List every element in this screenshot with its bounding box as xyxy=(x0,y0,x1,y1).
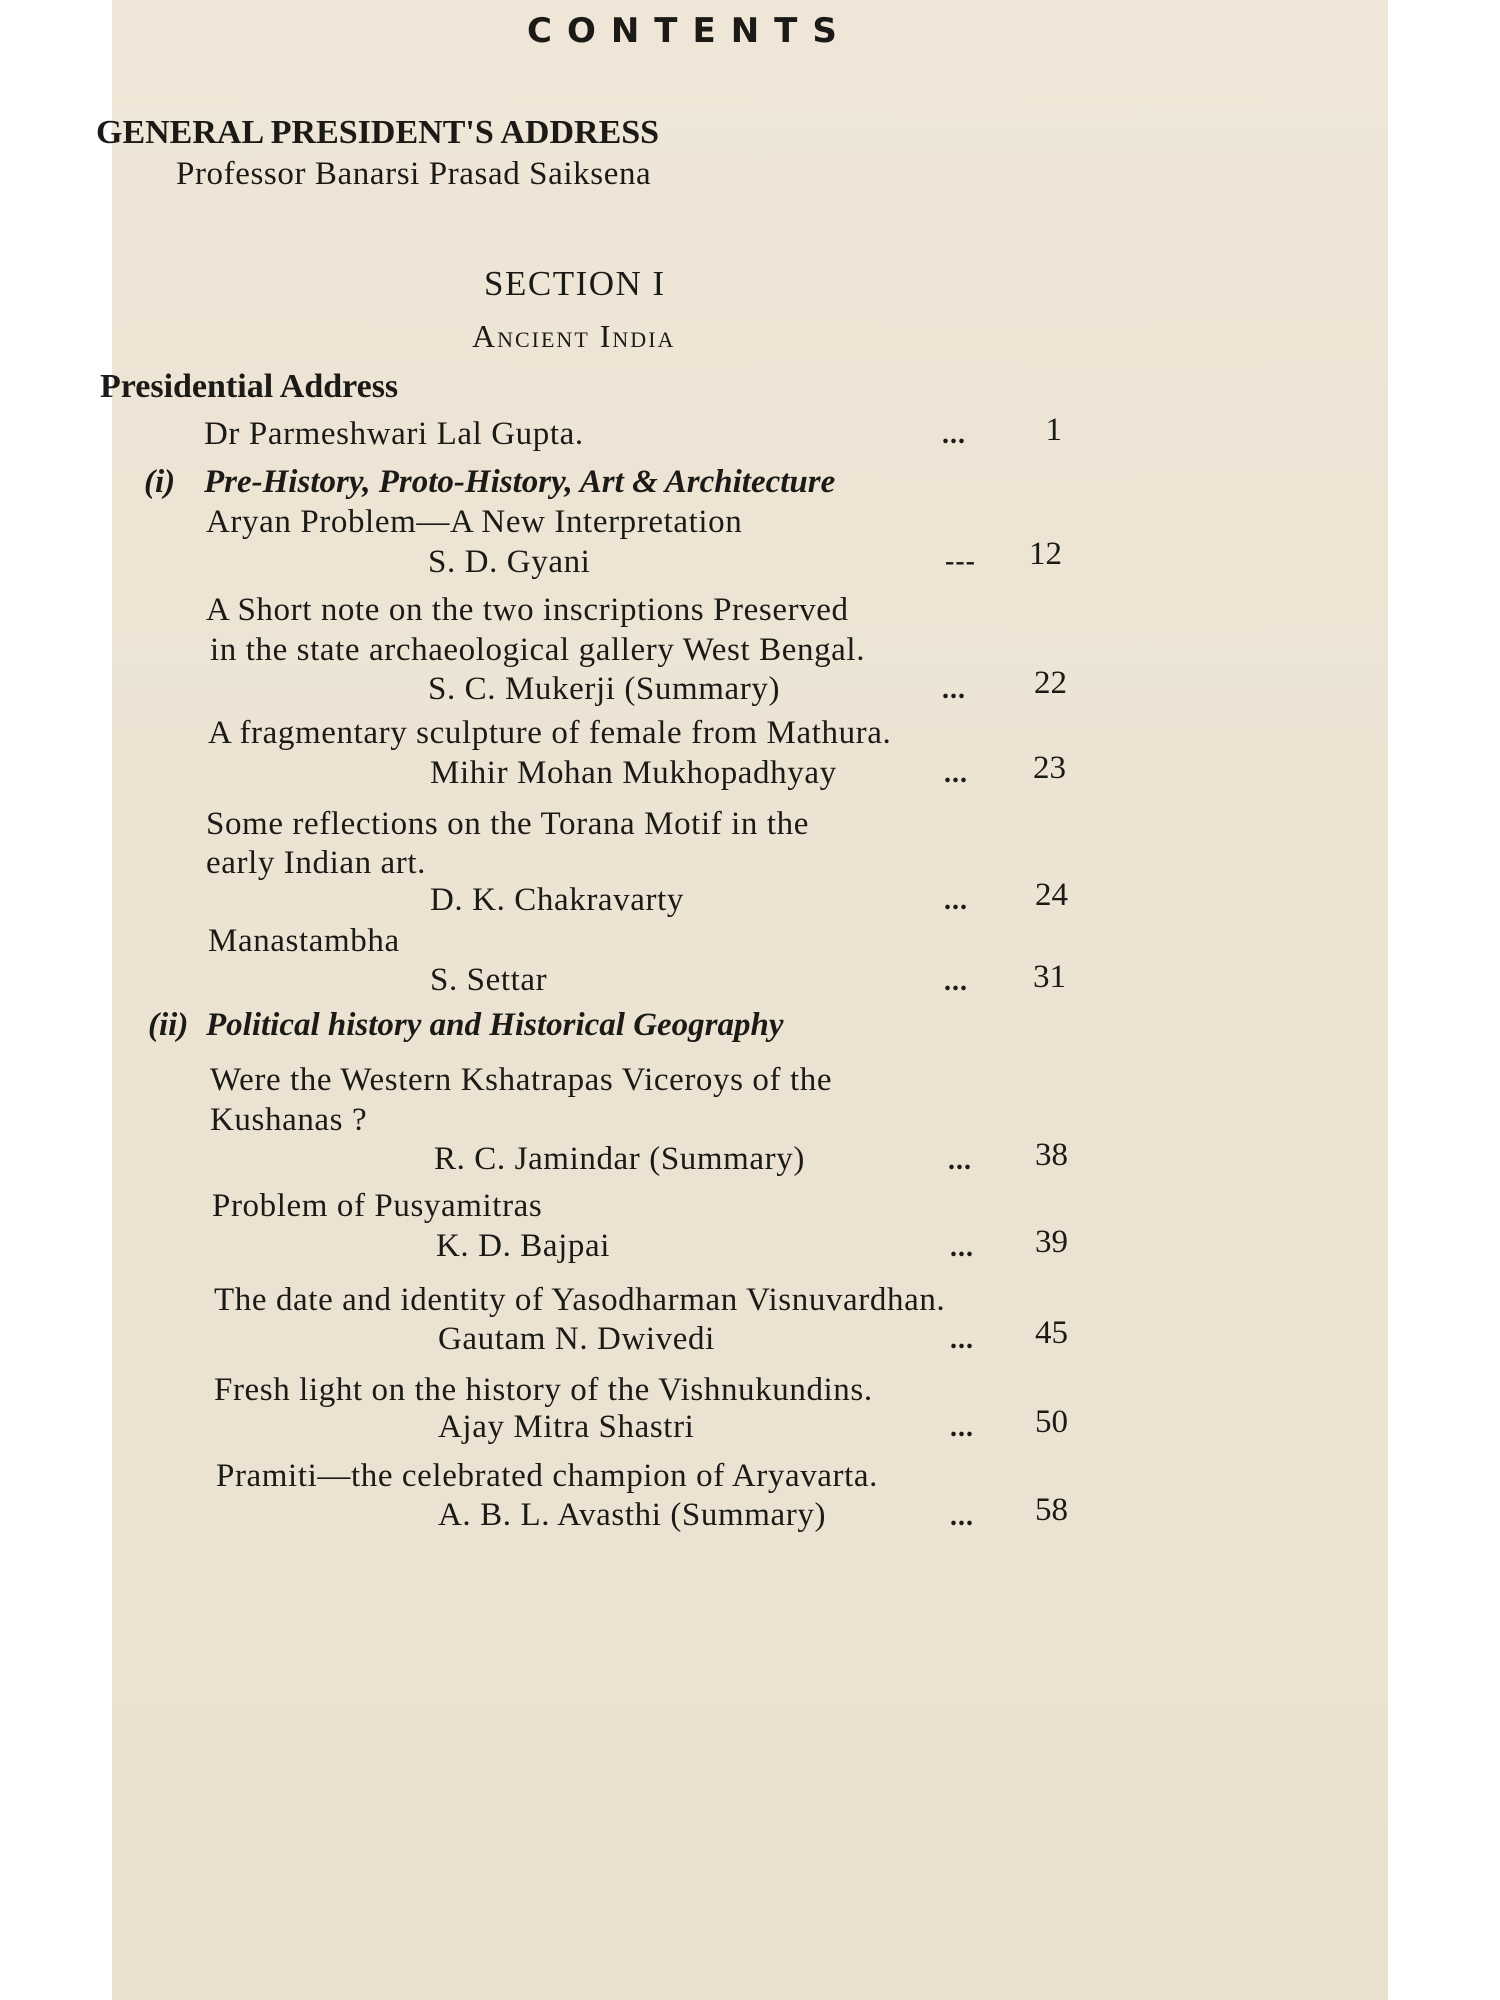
entry-title: Were the Western Kshatrapas Viceroys of the xyxy=(210,1062,833,1098)
entry-author: Ajay Mitra Shastri xyxy=(438,1409,695,1445)
entry-title: in the state archaeological gallery West Bengal. xyxy=(210,632,866,668)
entry-title: Manastambha xyxy=(208,923,400,959)
entry-title: Pramiti—the celebrated champion of Aryavarta. xyxy=(216,1458,879,1494)
entry-title: A Short note on the two inscriptions Preserved xyxy=(206,592,849,628)
entry-author: D. K. Chakravarty xyxy=(430,882,684,918)
entry-author: R. C. Jamindar (Summary) xyxy=(434,1141,805,1177)
book-page xyxy=(96,0,1388,2000)
entry-title: early Indian art. xyxy=(206,845,427,881)
leader-dots: ... xyxy=(950,1501,974,1532)
section-heading: SECTION I xyxy=(484,264,666,303)
entry-title: A fragmentary sculpture of female from Mathura. xyxy=(208,715,892,751)
entry-author: S. C. Mukerji (Summary) xyxy=(428,671,781,707)
leader-dots: ... xyxy=(942,419,966,450)
entry-title: Some reflections on the Torana Motif in the xyxy=(206,806,809,842)
entry-author: S. D. Gyani xyxy=(428,544,591,580)
general-address-author: Professor Banarsi Prasad Saiksena xyxy=(176,156,652,192)
leader-dots: ... xyxy=(950,1232,974,1263)
leader-dots: ... xyxy=(950,1324,974,1355)
page-number: 22 xyxy=(1034,665,1067,701)
page-number: 12 xyxy=(1029,536,1062,572)
entry-title: Problem of Pusyamitras xyxy=(212,1188,543,1224)
page-number: 1 xyxy=(1045,412,1062,448)
entry-title: The date and identity of Yasodharman Visnuvardhan. xyxy=(214,1282,946,1318)
page-number: 23 xyxy=(1033,750,1066,786)
page-number: 58 xyxy=(1035,1492,1068,1528)
subsection-title: Pre-History, Proto-History, Art & Architecture xyxy=(204,464,836,500)
leader-dots: ... xyxy=(944,885,968,916)
entry-author: A. B. L. Avasthi (Summary) xyxy=(438,1497,827,1533)
page-number: 39 xyxy=(1035,1224,1068,1260)
page-number: 24 xyxy=(1035,877,1068,913)
page-number: 45 xyxy=(1035,1315,1068,1351)
page-number: 50 xyxy=(1035,1404,1068,1440)
subsection-number: (i) xyxy=(144,464,176,500)
leader-dots: ... xyxy=(950,1412,974,1443)
subsection-number: (ii) xyxy=(148,1007,189,1043)
leader-dots: ... xyxy=(948,1145,972,1176)
presidential-address-heading: Presidential Address xyxy=(100,368,399,405)
leader-dots: ... xyxy=(944,758,968,789)
leader-dots: ... xyxy=(944,966,968,997)
leader-dots: ... xyxy=(942,674,966,705)
page-number: 38 xyxy=(1035,1137,1068,1173)
presidential-address-author: Dr Parmeshwari Lal Gupta. xyxy=(204,416,584,452)
general-address-heading: GENERAL PRESIDENT'S ADDRESS xyxy=(96,114,660,151)
page-title: CONTENTS xyxy=(527,11,852,51)
entry-author: S. Settar xyxy=(430,962,548,998)
leader-dots: --- xyxy=(945,546,976,577)
page-number: 31 xyxy=(1033,959,1066,995)
entry-author: Gautam N. Dwivedi xyxy=(438,1321,715,1357)
entry-title: Kushanas ? xyxy=(210,1102,368,1138)
entry-author: K. D. Bajpai xyxy=(436,1228,611,1264)
entry-title: Fresh light on the history of the Vishnukundins. xyxy=(214,1372,873,1408)
section-subheading: Ancient India xyxy=(472,318,676,354)
entry-title: Aryan Problem—A New Interpretation xyxy=(206,504,743,540)
entry-author: Mihir Mohan Mukhopadhyay xyxy=(430,755,837,791)
subsection-title: Political history and Historical Geography xyxy=(206,1007,784,1043)
